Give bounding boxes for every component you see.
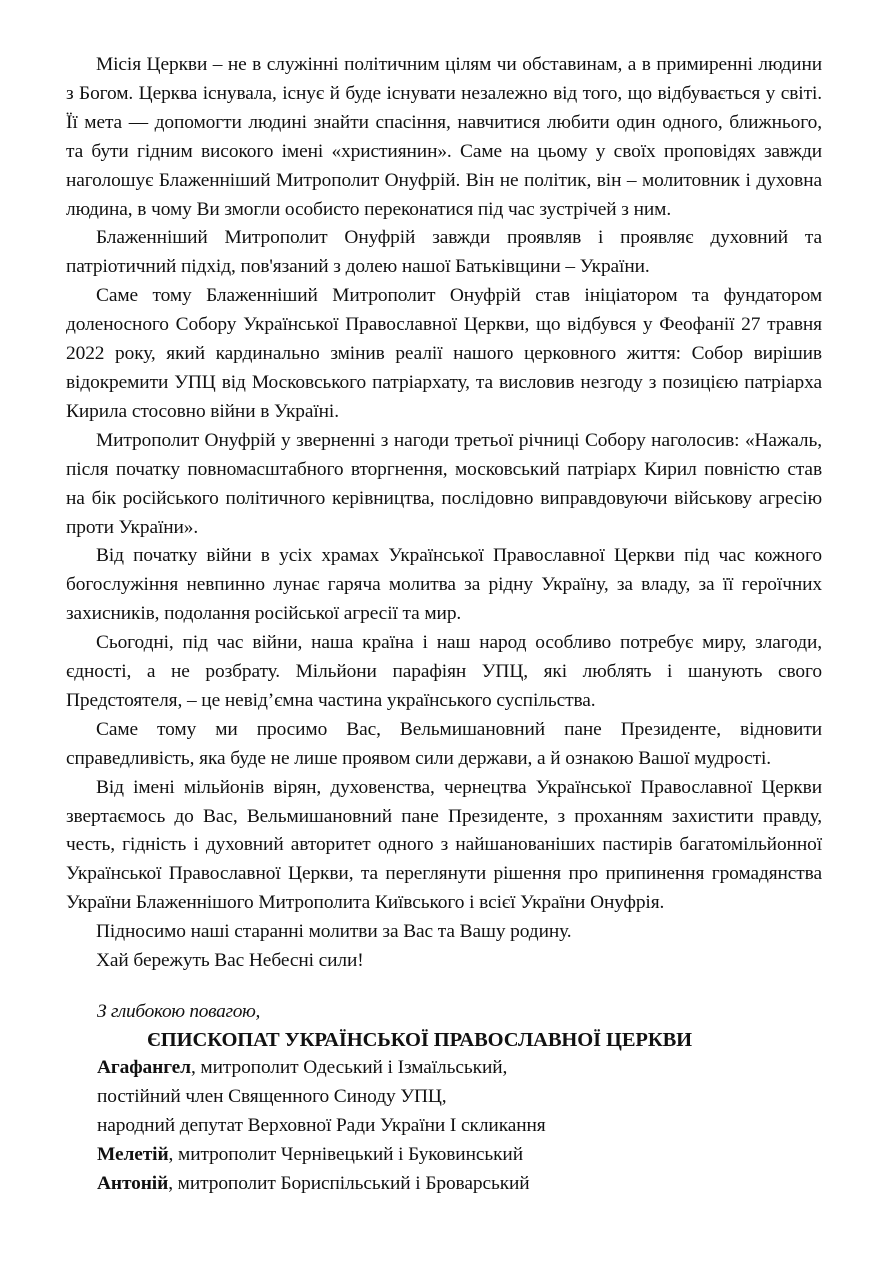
- signatory-title: , митрополит Бориспільський і Броварський: [168, 1172, 530, 1194]
- signatory-name: Мелетій: [97, 1143, 169, 1165]
- closing-salutation: З глибокою повагою,: [97, 1001, 261, 1022]
- paragraph-unity: Сьогодні, під час війни, наша країна і наш народ особливо потребує миру, злагоди, єдності, а не розбрату. Мільйони парафіян УПЦ, які люблять і шанують свого Предстоятеля, – це невід’ємна частина українського суспільства.: [66, 632, 822, 711]
- signatory-line: [66, 1141, 822, 1170]
- signatory-line: постійний член Священного Синоду УПЦ,: [97, 1085, 447, 1107]
- signatory-agafangel: [66, 1054, 822, 1141]
- paragraph-farewell: Хай бережуть Вас Небесні сили!: [96, 950, 364, 972]
- paragraph-council: Саме тому Блаженніший Митрополит Онуфрій став ініціатором та фундатором доленосного Собору Української Православної Церкви, що відбувся у Феофанії 27 травня 2022 року, який кардинально змінив реалії нашого церковного життя: Собор вирішив відокремити УПЦ від Московського патріархату, та висловив незгоду з позицією патріарха Кирила стосовно війни в Україні.: [66, 285, 822, 422]
- paragraph-prayer: Від початку війни в усіх храмах Української Православної Церкви під час кожного богослужіння невпинно лунає гаряча молитва за рідну Україну, за владу, за її героїчних захисників, подолання російської агресії та мир.: [66, 545, 822, 625]
- signatory-name: Антоній: [97, 1172, 169, 1194]
- paragraph-appeal: Від імені мільйонів вірян, духовенства, чернецтва Української Православної Церкви звертаємось до Вас, Вельмишановний пане Президенте, з проханням захистити правду, честь, гідність і духовний авторитет одного з найшанованіших пастирів багатомільйонної Української Православної Церкви, та переглянути рішення про припинення громадянства України Блаженнішого Митрополита Київського і всієї України Онуфрія.: [66, 776, 822, 914]
- letter-page: [66, 51, 822, 1199]
- signatory-antoniy: [66, 1170, 822, 1199]
- signatory-list: [66, 1054, 822, 1199]
- paragraph-request: Саме тому ми просимо Вас, Вельмишановний пане Президенте, відновити справедливість, яка буде не лише проявом сили держави, а й ознакою Вашої мудрості.: [66, 718, 822, 769]
- paragraph-patriotic-approach: Блаженніший Митрополит Онуфрій завжди проявляв і проявляє духовний та патріотичний підхід, пов'язаний з долею нашої Батьківщини – України.: [66, 227, 822, 278]
- paragraph-quote: Митрополит Онуфрій у зверненні з нагоди третьої річниці Собору наголосив: «Нажаль, після початку повномасштабного вторгнення, московський патріарх Кирил повністю став на бік російського політичного керівництва, послідовно виправдовуючи військову агресію проти України».: [66, 429, 822, 538]
- signatory-meletiy: [66, 1141, 822, 1170]
- paragraph-mission: Місія Церкви – не в служінні політичним цілям чи обставинам, а в примиренні людини з Богом. Церква існувала, існує й буде існувати незалежно від того, що відбувається у світі. Її мета — допомогти людині знайти спасіння, навчитися любити один одного, ближнього, та бути гідним високого імені «християнин». Саме на цьому у своїх проповідях завжди наголошує Блаженніший Митрополит Онуфрій. Він не політик, він – молитовник і духовна людина, в чому Ви змогли особисто переконатися під час зустрічей з ним.: [66, 54, 822, 220]
- signatory-line: [66, 1170, 822, 1199]
- paragraph-blessing: Підносимо наші старанні молитви за Вас та Вашу родину.: [96, 921, 572, 943]
- signatory-title: , митрополит Одеський і Ізмаїльський,: [190, 1057, 508, 1078]
- signatory-name: Агафангел: [97, 1057, 191, 1078]
- signatory-heading: ЄПИСКОПАТ УКРАЇНСЬКОЇ ПРАВОСЛАВНОЇ ЦЕРКВИ: [147, 1029, 693, 1051]
- signatory-line: народний депутат Верховної Ради України I скликання: [97, 1114, 546, 1136]
- signatory-title: , митрополит Чернівецький і Буковинський: [168, 1143, 523, 1165]
- signatory-line: [66, 1054, 822, 1083]
